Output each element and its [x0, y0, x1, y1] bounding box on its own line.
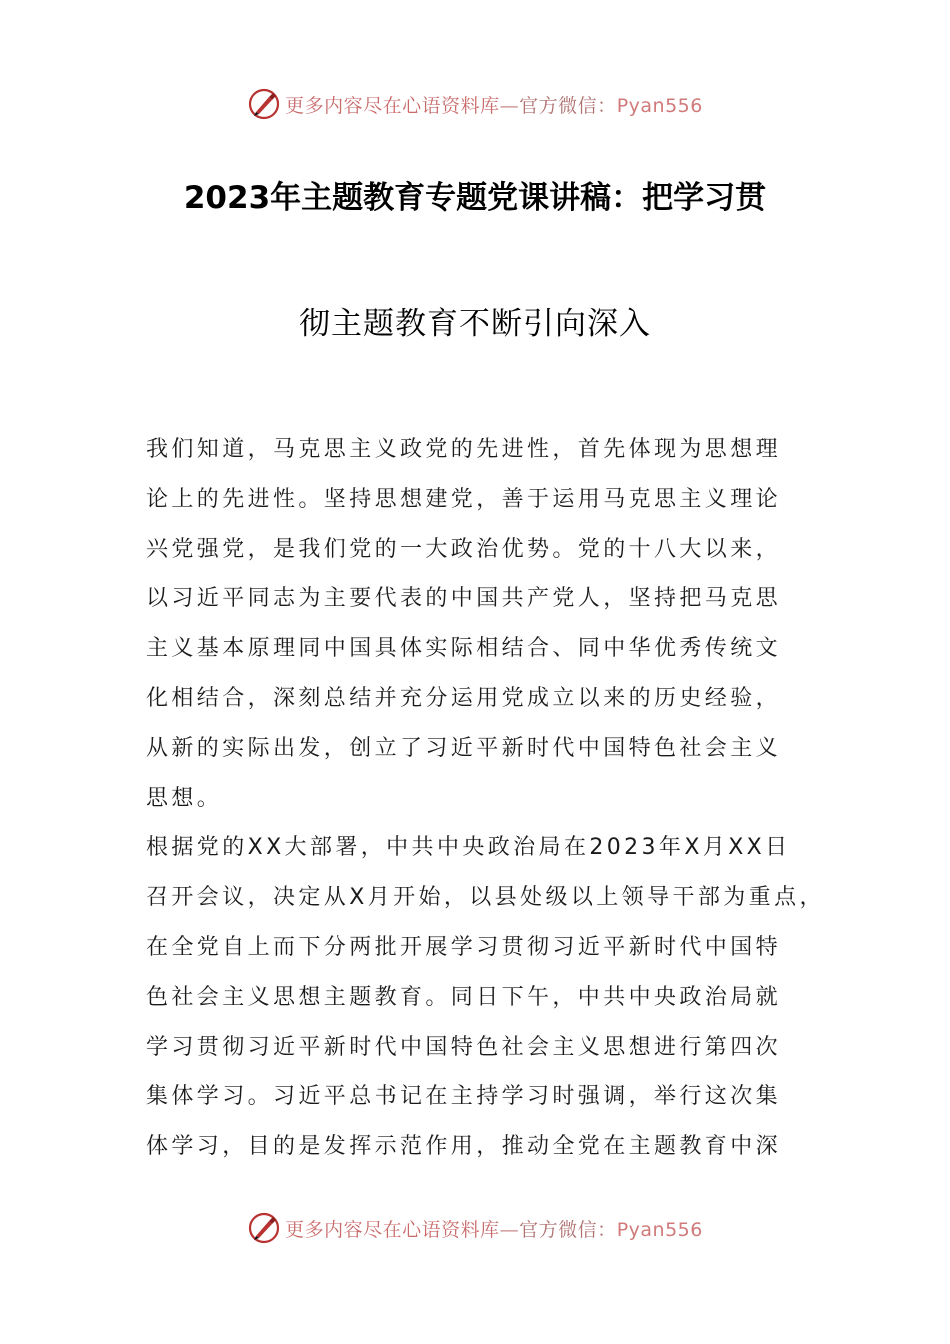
pen-circle-logo-icon — [247, 87, 281, 121]
body-line: 召开会议，决定从X月开始，以县处级以上领导干部为重点， — [146, 885, 825, 911]
body-line: 化相结合，深刻总结并充分运用党成立以来的历史经验， — [146, 685, 782, 711]
document-title-line-1: 2023年主题教育专题党课讲稿：把学习贯 — [183, 180, 767, 216]
watermark-main: 更多内容尽在心语资料库 — [285, 94, 500, 117]
watermark-wechat-label: 官方微信： — [519, 94, 617, 117]
body-line: 学习贯彻习近平新时代中国特色社会主义思想进行第四次 — [146, 1034, 782, 1060]
watermark-text — [285, 91, 703, 118]
body-line: 在全党自上而下分两批开展学习贯彻习近平新时代中国特 — [146, 934, 782, 960]
watermark-text — [285, 1215, 703, 1242]
pen-circle-logo-icon — [247, 1211, 281, 1245]
body-line: 从新的实际出发，创立了习近平新时代中国特色社会主义 — [146, 735, 782, 761]
body-line: 我们知道，马克思主义政党的先进性，首先体现为思想理 — [146, 437, 782, 462]
body-line: 论上的先进性。坚持思想建党，善于运用马克思主义理论 — [146, 486, 782, 512]
body-line: 集体学习。习近平总书记在主持学习时强调，举行这次集 — [146, 1084, 782, 1110]
watermark-dash: — — [499, 94, 520, 117]
watermark-main: 更多内容尽在心语资料库 — [285, 1218, 500, 1241]
watermark-banner-top — [0, 84, 950, 124]
document-title-line-2: 彻主题教育不断引向深入 — [299, 306, 651, 342]
body-line: 根据党的XX大部署，中共中央政治局在2023年X月XX日 — [146, 835, 791, 861]
body-line: 思想。 — [146, 785, 223, 811]
body-line: 以习近平同志为主要代表的中国共产党人，坚持把马克思 — [146, 586, 782, 612]
document-body — [146, 430, 825, 1177]
watermark-dash: — — [499, 1218, 520, 1241]
watermark-banner-bottom — [0, 1208, 950, 1248]
watermark-wechat-id: Pyan556 — [616, 1218, 703, 1241]
body-line: 主义基本原理同中国具体实际相结合、同中华优秀传统文 — [146, 636, 782, 662]
body-line: 兴党强党，是我们党的一大政治优势。党的十八大以来， — [146, 536, 782, 562]
body-line: 色社会主义思想主题教育。同日下午，中共中央政治局就 — [146, 984, 782, 1010]
watermark-wechat-id: Pyan556 — [616, 94, 703, 117]
body-line: 体学习，目的是发挥示范作用，推动全党在主题教育中深 — [146, 1134, 782, 1160]
watermark-wechat-label: 官方微信： — [519, 1218, 617, 1241]
